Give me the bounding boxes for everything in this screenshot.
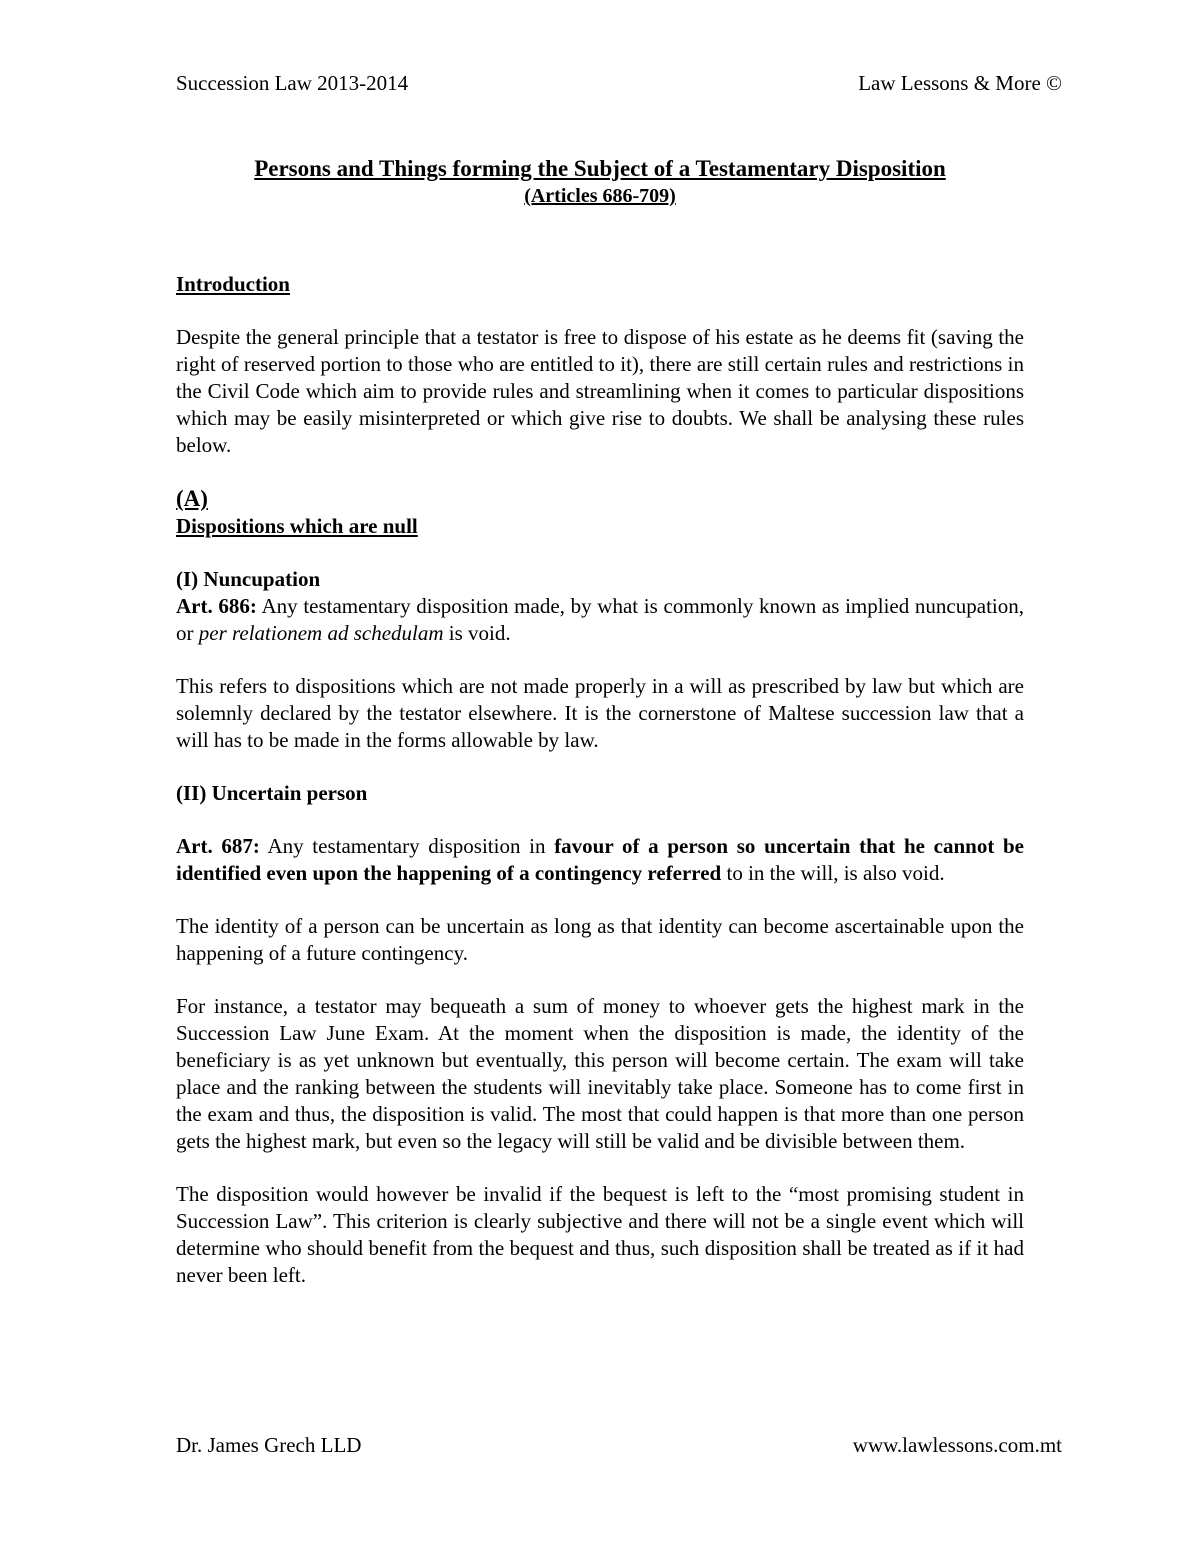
footer-website: www.lawlessons.com.mt [852,1433,1062,1457]
article-687-paragraph [176,833,1024,887]
section-a-label: (A) [176,486,208,511]
article-686-text-2: is void. [443,621,511,645]
document-body [176,155,1024,1315]
nuncupation-heading: (I) Nuncupation [176,567,321,591]
article-686-paragraph [176,593,1024,647]
intro-paragraph: Despite the general principle that a testator is free to dispose of his estate as he deems fit (saving the right of reserved portion to those who are entitled to it), there are still certain rules and restrictions in the Civil Code which aim to provide rules and streamlining when it comes to particular dispositions which may be easily misinterpreted or which give rise to doubts. We shall be analysing these rules below. [176,325,1024,457]
intro-heading: Introduction [176,272,290,296]
section-a-heading: Dispositions which are null [176,514,418,538]
article-686-latin-term: per relationem ad schedulam [198,621,444,645]
page-footer [176,1432,1062,1458]
uncertain-paragraph-2: For instance, a testator may bequeath a sum of money to whoever gets the highest mark in the Succession Law June Exam. At the moment when the disposition is made, the identity of the beneficiary is as yet unknown but eventually, this person will become certain. The exam will take place and the ranking between the students will inevitably take place. Someone has to come first in the exam and thus, the disposition is valid. The most that could happen is that more than one person gets the highest mark, but even so the legacy will still be valid and be divisible between them. [176,994,1024,1153]
uncertain-paragraph-3: The disposition would however be invalid if the bequest is left to the “most promising student in Succession Law”. This criterion is clearly subjective and there will not be a single event which will determine who should benefit from the bequest and thus, such disposition shall be treated as if it had never been left. [176,1182,1024,1287]
header-course-title: Succession Law 2013-2014 [176,71,409,95]
header-publisher: Law Lessons & More © [858,71,1062,95]
article-687-emphasis: favour of a person so uncertain that he cannot be identified even upon the happening of a contingency referred [176,834,1025,885]
article-687-label: Art. 687: [176,834,260,858]
article-686-label: Art. 686: [176,594,257,618]
page-header [176,70,1062,96]
uncertain-paragraph-1: The identity of a person can be uncertain as long as that identity can become ascertainable upon the happening of a future contingency. [176,914,1024,965]
footer-author: Dr. James Grech LLD [176,1433,362,1457]
document-subtitle: (Articles 686-709) [524,185,676,207]
article-686-text-1: Any testamentary disposition made, by what is commonly known as implied nuncupation, or [176,594,1024,645]
document-title: Persons and Things forming the Subject of a Testamentary Disposition [254,156,946,181]
nuncupation-explanation: This refers to dispositions which are not made properly in a will as prescribed by law but which are solemnly declared by the testator elsewhere. It is the cornerstone of Maltese succession law that a will has to be made in the forms allowable by law. [176,674,1024,752]
article-687-text-1: Any testamentary disposition in [259,834,555,858]
uncertain-person-heading: (II) Uncertain person [176,781,368,805]
article-687-text-2: to in the will, is also void. [721,861,945,885]
